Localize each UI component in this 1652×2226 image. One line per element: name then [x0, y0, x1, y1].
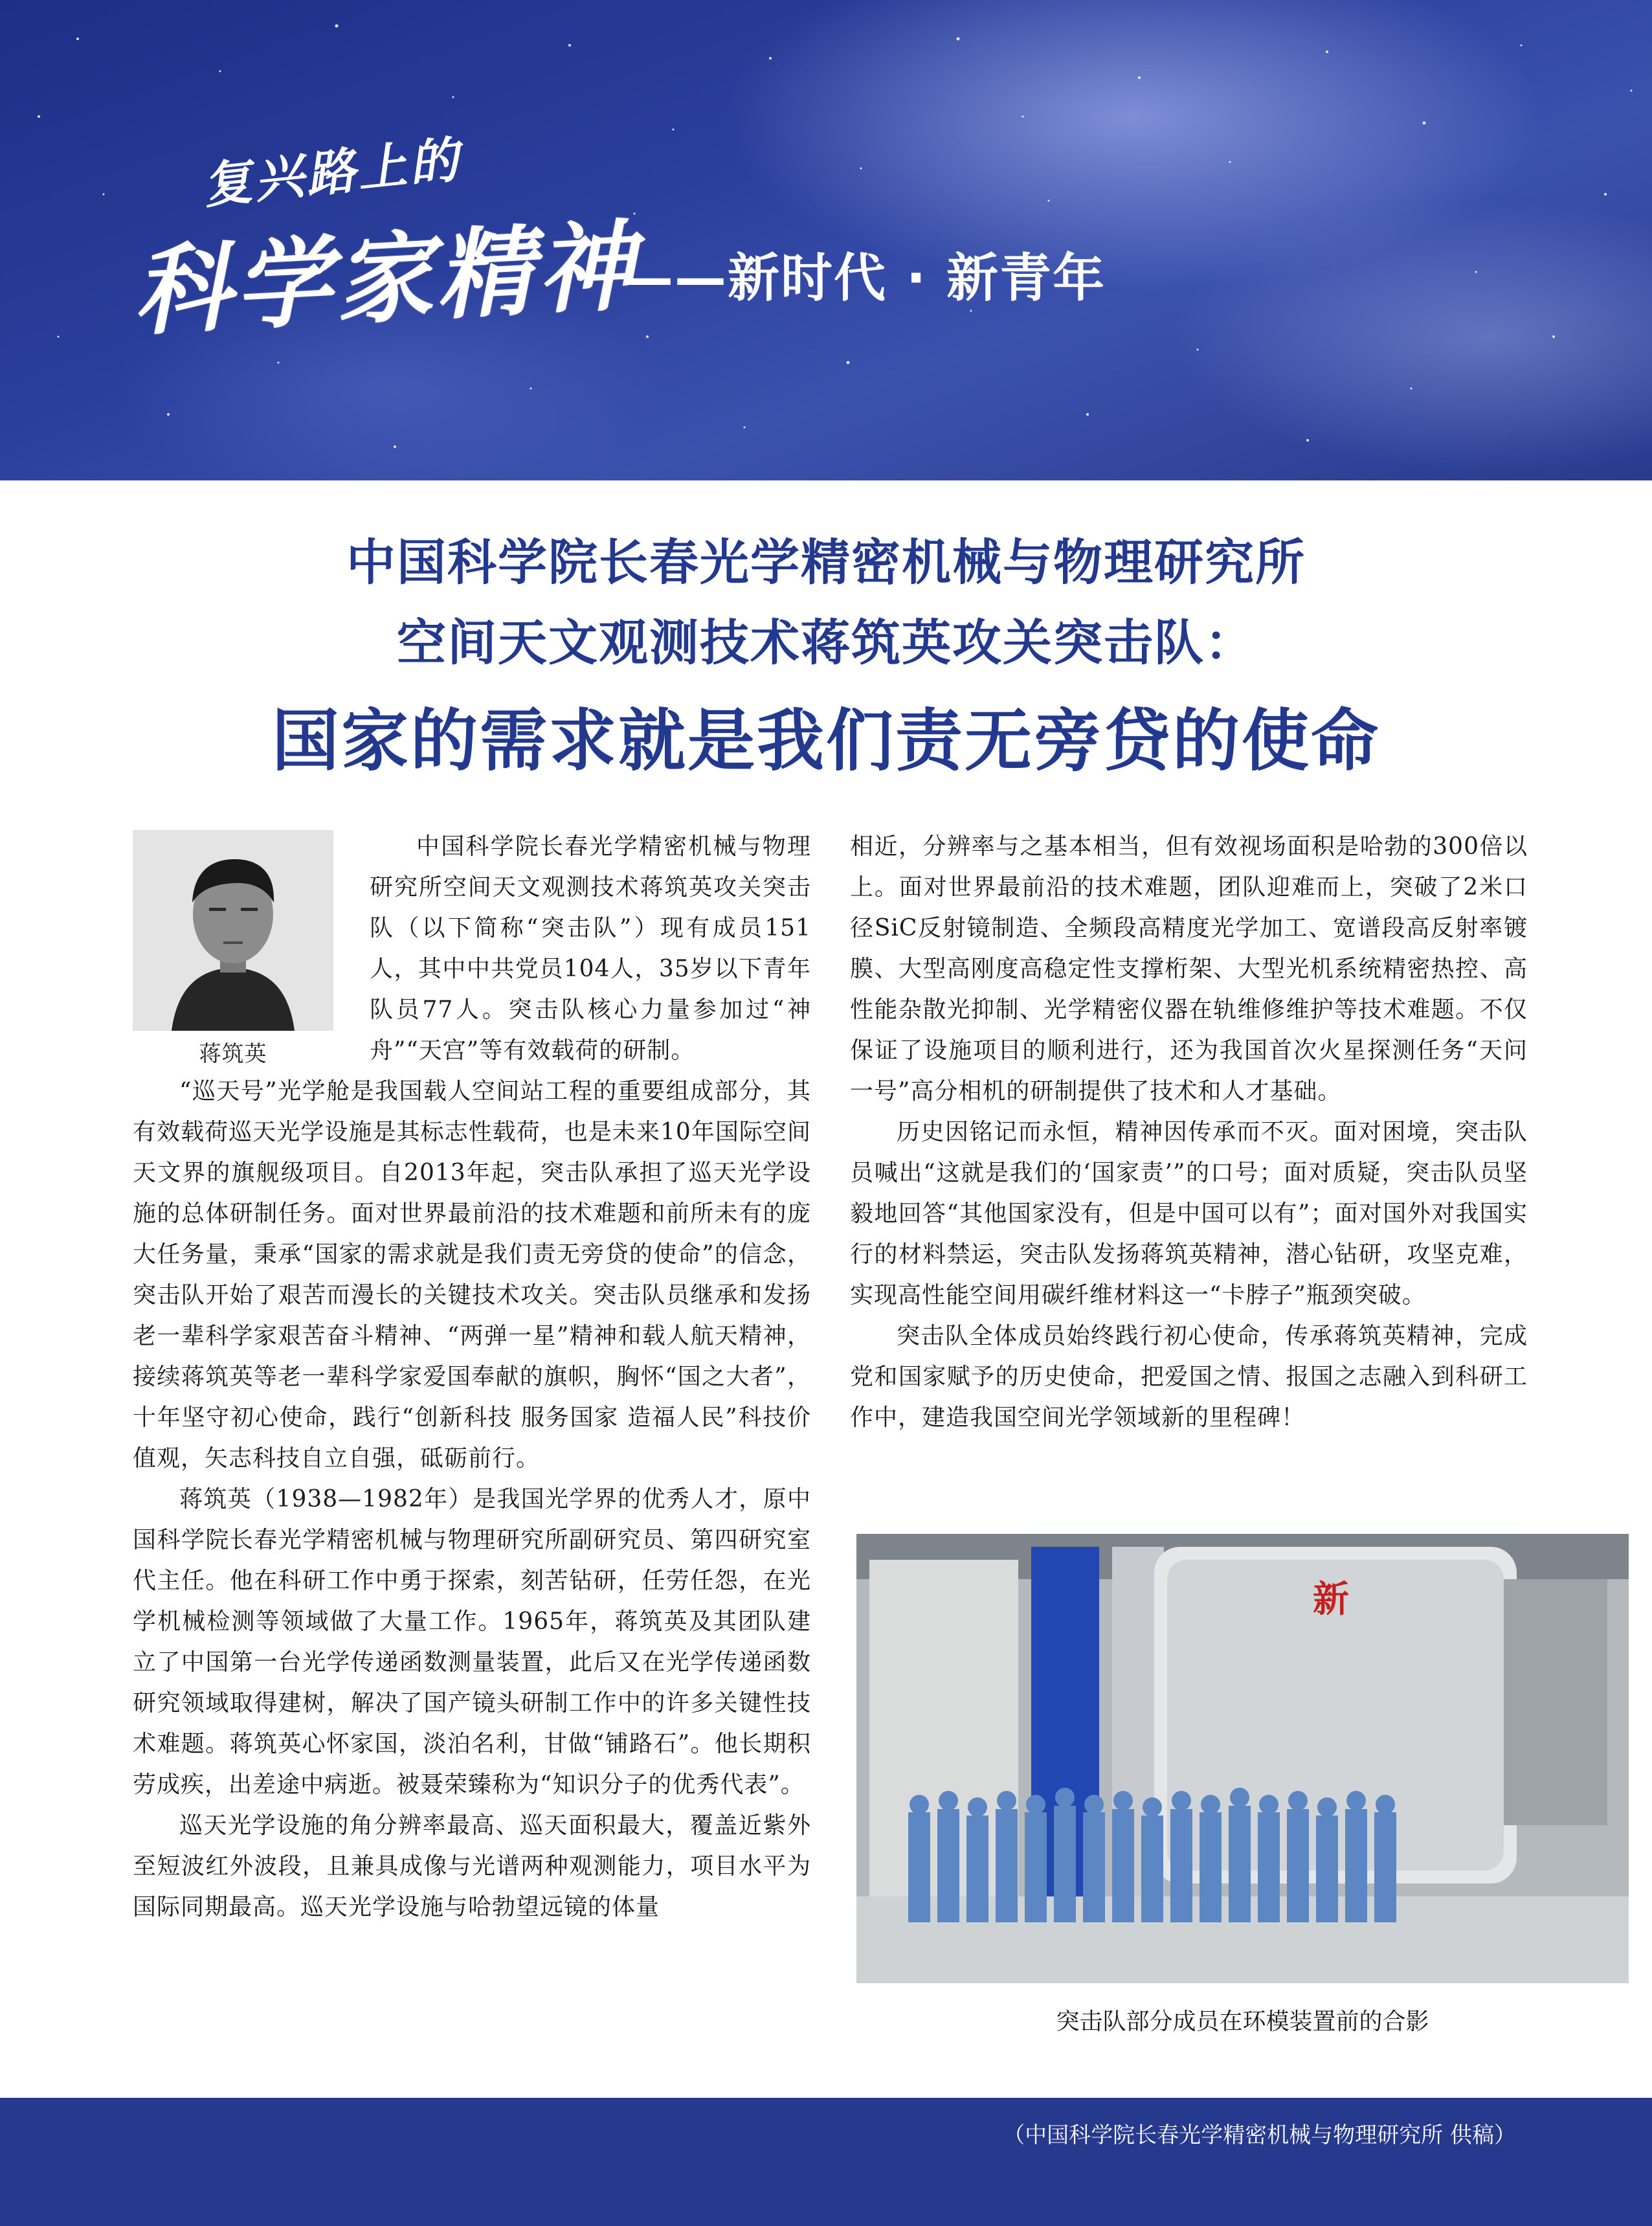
article-right-column [850, 826, 1528, 1438]
photo-sign: 新 [1313, 1579, 1349, 1621]
title-team: 空间天文观测技术蒋筑英攻关突击队： [397, 614, 1255, 671]
photo-caption: 突击队部分成员在环模装置前的合影 [1056, 2008, 1429, 2035]
footer-credit: （中国科学院长春光学精密机械与物理研究所 供稿） [1003, 2122, 1516, 2148]
paragraph-continuation: 相近，分辨率与之基本相当，但有效视场面积是哈勃的300倍以上。面对世界最前沿的技术难题，团队迎难而上，突破了2米口径SiC反射镜制造、全频段高精度光学加工、宽谱段高反射率镀膜、大型高刚度高稳定性支撑桁架、大型光机系统精密热控、高性能杂散光抑制、光学精密仪器在轨维修维护等技术难题。不仅保证了设施项目的顺利进行，还为我国首次火星探测任务“天问一号”高分相机的研制提供了技术和人才基础。 [850, 833, 1528, 1105]
header-banner [0, 0, 1652, 480]
portrait-caption: 蒋筑英 [199, 1041, 267, 1067]
paragraph: 突击队全体成员始终践行初心使命，传承蒋筑英精神，完成党和国家赋予的历史使命，把爱国之情、报国之志融入到科研工作中，建造我国空间光学领域新的里程碑！ [850, 1323, 1528, 1431]
article-left-column [133, 826, 811, 1928]
portrait-photo [133, 830, 333, 1031]
portrait-figure [133, 830, 346, 1067]
paragraph: 中国科学院长春光学精密机械与物理研究所空间天文观测技术蒋筑英攻关突击队（以下简称“突击队”）现有成员151人，其中中共党员104人，35岁以下青年队员77人。突击队核心力量参加过“神舟”“天宫”等有效载荷的研制。 [370, 833, 811, 1064]
paragraph: 蒋筑英（1938—1982年）是我国光学界的优秀人才，原中国科学院长春光学精密机械与物理研究所副研究员、第四研究室代主任。他在科研工作中勇于探索，刻苦钻研，任劳任怨，在光学机械检测等领域做了大量工作。1965年，蒋筑英及其团队建立了中国第一台光学传递函数测量装置，此后又在光学传递函数研究领域取得建树，解决了国产镜头研制工作中的许多关键性技术难题。蒋筑英心怀家国，淡泊名利，甘做“铺路石”。他长期积劳成疾，出差途中病逝。被聂荣臻称为“知识分子的优秀代表”。 [133, 1486, 811, 1798]
paragraph: 巡天光学设施的角分辨率最高、巡天面积最大，覆盖近紫外至短波红外波段，且兼具成像与光谱两种观测能力，项目水平为国际同期最高。巡天光学设施与哈勃望远镜的体量 [133, 1812, 811, 1920]
title-institute: 中国科学院长春光学精密机械与物理研究所 [346, 534, 1306, 591]
team-photo [856, 1534, 1629, 1983]
calligraphy-line1: 复兴路上的 [200, 130, 464, 215]
calligraphy-line2: 科学家精神 [130, 208, 641, 350]
banner-subtitle: ——新时代 · 新青年 [621, 248, 1106, 308]
paragraph: “巡天号”光学舱是我国载人空间站工程的重要组成部分，其有效载荷巡天光学设施是其标志性载荷，也是未来10年国际空间天文界的旗舰级项目。自2013年起，突击队承担了巡天光学设施的总体研制任务。面对世界最前沿的技术难题和前所未有的庞大任务量，秉承“国家的需求就是我们责无旁贷的使命”的信念，突击队开始了艰苦而漫长的关键技术攻关。突击队员继承和发扬老一辈科学家艰苦奋斗精神、“两弹一星”精神和载人航天精神，接续蒋筑英等老一辈科学家爱国奉献的旗帜，胸怀“国之大者”，十年坚守初心使命，践行“创新科技 服务国家 造福人民”科技价值观，矢志科技自立自强，砥砺前行。 [133, 1078, 811, 1472]
paragraph: 历史因铭记而永恒，精神因传承而不灭。面对困境，突击队员喊出“这就是我们的‘国家责’”的口号；面对质疑，突击队员坚毅地回答“其他国家没有，但是中国可以有”；面对国外对我国实行的材料禁运，突击队发扬蒋筑英精神，潜心钻研，攻坚克难，实现高性能空间用碳纤维材料这一“卡脖子”瓶颈突破。 [850, 1119, 1528, 1309]
headline: 国家的需求就是我们责无旁贷的使命 [271, 701, 1380, 780]
